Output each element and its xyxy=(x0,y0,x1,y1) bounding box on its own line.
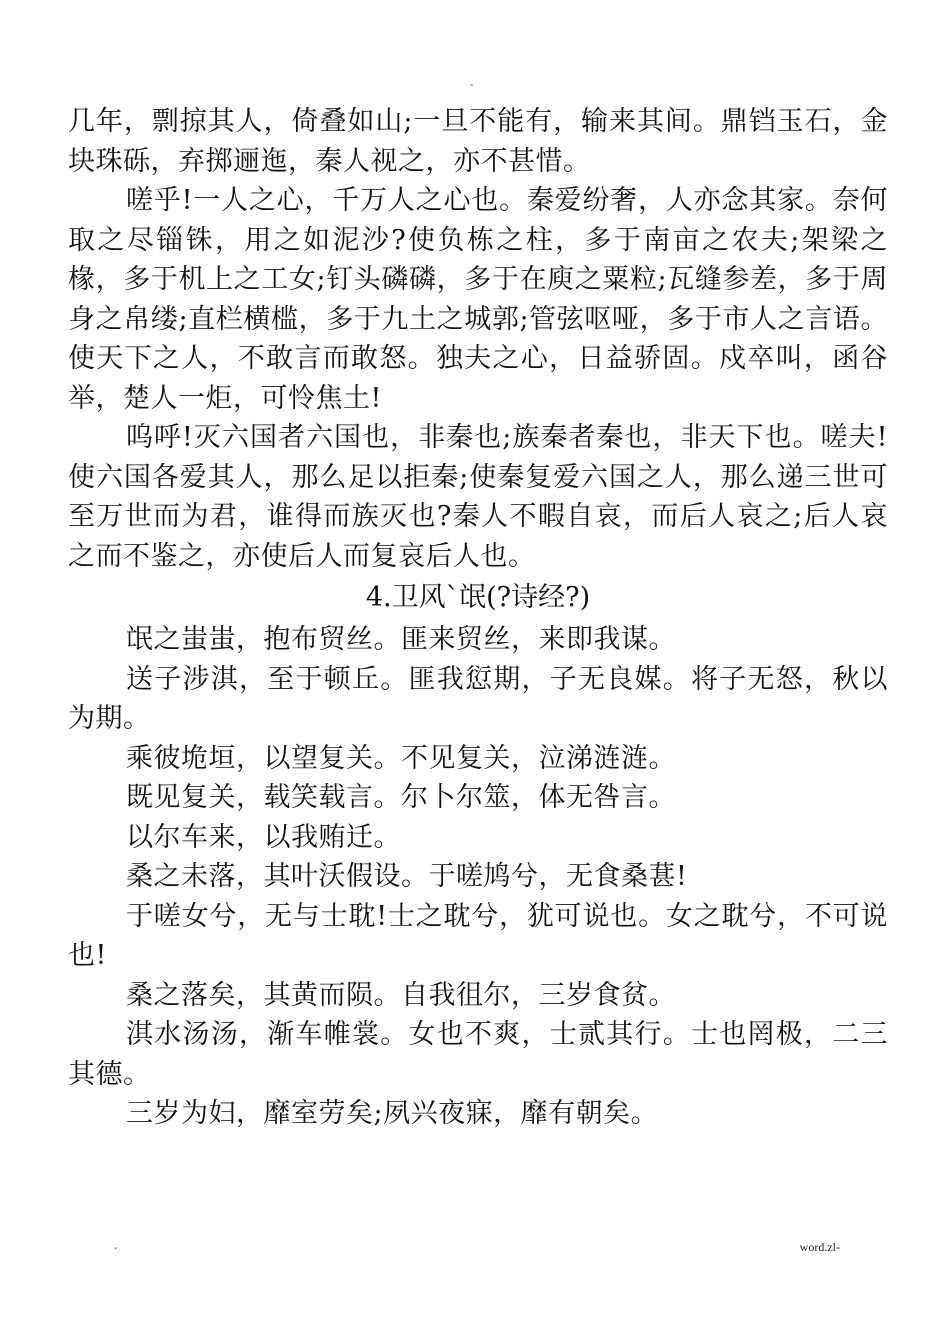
poem-stanza: 氓之蚩蚩，抱布贸丝。匪来贸丝，来即我谋。 xyxy=(126,624,676,655)
poem-stanza: 淇水汤汤，渐车帷裳。女也不爽，士贰其行。士也罔极，二三其德。 xyxy=(68,1019,888,1090)
paragraph-wuhu: 呜呼!灭六国者六国也，非秦也;族秦者秦也，非天下也。嗟夫!使六国各爱其人，那么足以拒秦;使秦复爱六国之人，那么递三世可至万世而为君，谁得而族灭也?秦人不暇自哀，而后人哀之;后人哀之而不鉴之，亦使后人而复哀后人也。 xyxy=(68,422,888,572)
footer-source: word.zl- xyxy=(799,1240,840,1254)
paragraph-continuation: 几年，剽掠其人，倚叠如山;一旦不能有，输来其间。鼎铛玉石，金块珠砾，弃掷逦迤，秦人视之，亦不甚惜。 xyxy=(68,106,888,177)
poem-stanza: 桑之未落，其叶沃假设。于嗟鸠兮，无食桑葚! xyxy=(126,861,688,892)
document-body xyxy=(68,102,888,1134)
poem-stanza: 既见复关，载笑载言。尔卜尔筮，体无咎言。 xyxy=(126,782,676,813)
footer-left-mark: - xyxy=(114,1243,118,1254)
poem-stanza: 桑之落矣，其黄而陨。自我徂尔，三岁食贫。 xyxy=(126,979,676,1011)
section-title: 4.卫风`氓(?诗经?) xyxy=(365,582,591,613)
poem-stanza: 于嗟女兮，无与士耽!士之耽兮，犹可说也。女之耽兮，不可说也! xyxy=(68,900,888,971)
header-mark: - xyxy=(470,80,474,91)
poem-stanza: 以尔车来，以我贿迁。 xyxy=(126,821,401,853)
paragraph-jiehu: 嗟乎!一人之心，千万人之心也。秦爱纷奢，人亦念其家。奈何取之尽锱铢，用之如泥沙?使负栋之柱，多于南亩之农夫;架梁之椽，多于机上之工女;钉头磷磷，多于在庾之粟粒;瓦缝参差，多于周身之帛缕;直栏横槛，多于九土之城郭;管弦呕哑，多于市人之言语。使天下之人，不敢言而敢怒。独夫之心，日益骄固。戍卒叫，函谷举，楚人一炬，可怜焦土! xyxy=(68,185,888,414)
poem-stanza: 三岁为妇，靡室劳矣;夙兴夜寐，靡有朝矣。 xyxy=(126,1098,659,1129)
poem-stanza: 乘彼垝垣，以望复关。不见复关，泣涕涟涟。 xyxy=(126,742,676,774)
poem-stanza: 送子涉淇，至于顿丘。匪我愆期，子无良媒。将子无怒，秋以为期。 xyxy=(68,663,888,734)
